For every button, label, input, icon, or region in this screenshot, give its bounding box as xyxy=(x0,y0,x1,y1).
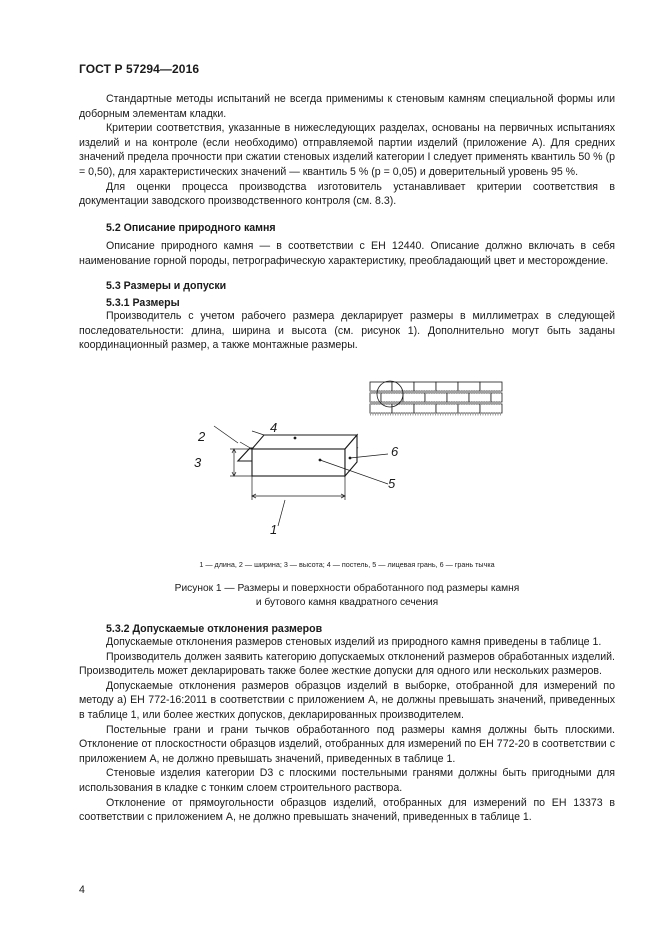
paragraph: Отклонение от прямоугольности образцов изделий, отобранных для измерений по ЕН 13373 в соответствии с приложением А, не должно превышать значений, приведенных в таблице 1. xyxy=(79,796,615,824)
paragraph: Описание природного камня — в соответствии с ЕН 12440. Описание должно включать в себя наименование горной породы, петрографическую характеристику, преобладающий цвет и месторождение. xyxy=(79,240,615,267)
paragraph: Стандартные методы испытаний не всегда применимы к стеновым камням специальной формы или доборным элементам кладки. xyxy=(79,93,615,120)
paragraph: Для оценки процесса производства изготовитель устанавливает критерии соответствия в документации заводского производственного контроля (см. 8.3). xyxy=(79,180,615,208)
section-5-3-1-title: 5.3.1 Размеры xyxy=(106,297,180,309)
paragraph: Допускаемые отклонения размеров образцов изделий в выборке, отобранной для измерений по методу а) ЕН 772-16:2011 в соответствии с приложением А, не должны превышать значений, приведенных в таблице 1, или более жестких допусков, декларированных производителем. xyxy=(79,679,615,721)
figure-caption-line: и бутового камня квадратного сечения xyxy=(255,596,439,608)
section-5-3-2-title: 5.3.2 Допускаемые отклонения размеров xyxy=(106,623,323,635)
paragraph: Постельные грани и грани тычков обработанного под размеры камня должны быть плоскими. Отклонение от плоскостности образцов изделий, отобранных для измерений по ЕН 772-20 в соответствии с приложением А, не должно превышать значений, приведенных в таблице 1. xyxy=(79,723,615,765)
label-6: 6 xyxy=(391,444,399,459)
label-2: 2 xyxy=(198,429,206,444)
intro-text xyxy=(79,92,615,209)
document-header: ГОСТ Р 57294—2016 xyxy=(79,62,200,76)
page-number: 4 xyxy=(79,884,85,896)
section-5-3-title: 5.3 Размеры и допуски xyxy=(106,280,227,292)
paragraph: Стеновые изделия категории D3 с плоскими постельными гранями должны быть пригодными для использования в кладке с тонким слоем строительного раствора. xyxy=(79,767,615,794)
figure-caption-line: Рисунок 1 — Размеры и поверхности обработанного под размеры камня xyxy=(174,583,520,594)
section-5-2-text xyxy=(79,239,615,268)
paragraph: Производитель должен заявить категорию допускаемых отклонений размеров обработанных изделий. Производитель может декларировать также более жесткие допуски для одного или нескольких размеров. xyxy=(79,650,615,678)
section-5-3-1-text xyxy=(79,309,615,353)
figure-legend: 1 — длина, 2 — ширина; 3 — высота; 4 — постель, 5 — лицевая грань, 6 — грань тычка xyxy=(199,560,495,569)
label-5: 5 xyxy=(388,476,396,491)
section-5-3-2-text xyxy=(79,635,615,825)
section-5-2-title: 5.2 Описание природного камня xyxy=(106,222,276,234)
paragraph: Производитель с учетом рабочего размера декларирует размеры в миллиметрах в следующей последовательности: длина, ширина и высота (см. рисунок 1). Дополнительно могут быть заданы координационный размер, а также монтажные размеры. xyxy=(79,310,615,352)
label-3: 3 xyxy=(194,455,202,470)
paragraph: Критерии соответствия, указанные в нижеследующих разделах, основаны на первичных испытаниях изделий и на контроле (если необходимо) отправляемой партии изделий (приложение А). Для средних значений предела прочности при сжатии стеновых изделий категории I следует применять квантиль 50 % (p = 0,50), для характеристических значений — квантиль 5 % (p = 0,05) и доверительный уровень 95 %. xyxy=(79,122,615,178)
label-1: 1 xyxy=(270,522,278,537)
paragraph: Допускаемые отклонения размеров стеновых изделий из природного камня приведены в таблице 1. xyxy=(106,636,602,648)
label-4: 4 xyxy=(270,420,278,435)
stone-dimensions-diagram xyxy=(190,412,420,542)
figure-caption xyxy=(79,582,615,609)
